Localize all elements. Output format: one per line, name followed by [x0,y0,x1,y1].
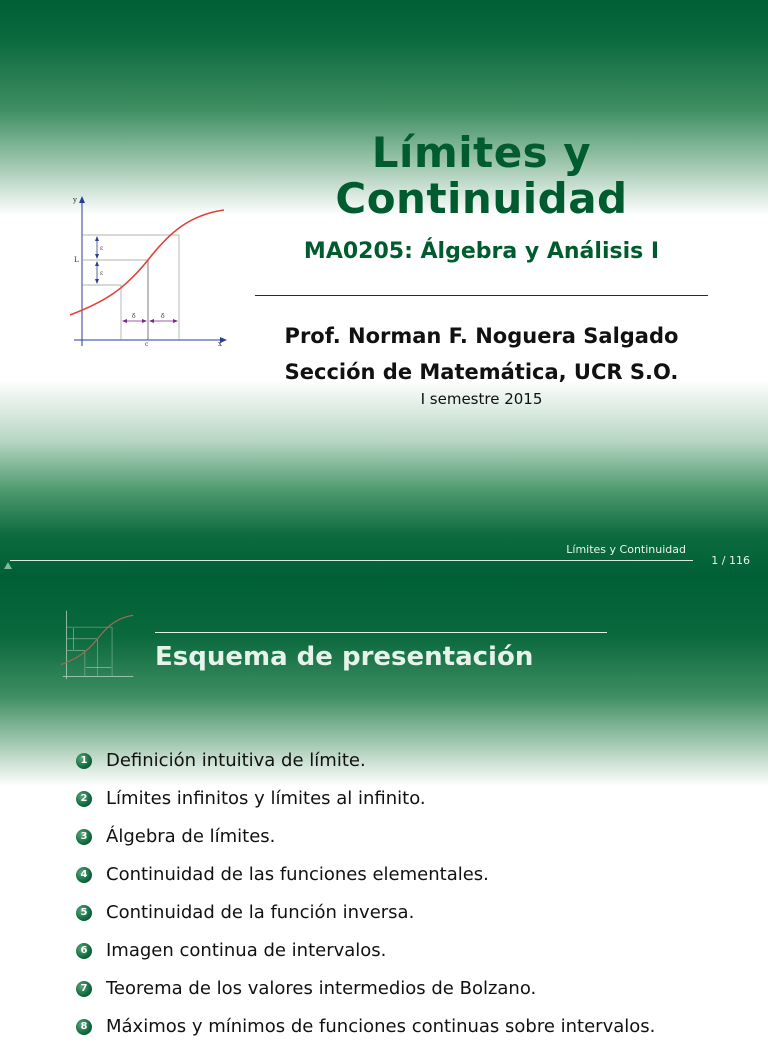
section-title: Esquema de presentación [155,642,534,672]
x-axis-label: x [218,340,222,348]
list-item-text: Definición intuitiva de límite. [106,750,366,771]
list-item[interactable] [76,1008,655,1046]
list-item-text: Imagen continua de intervalos. [106,940,387,961]
numbered-circle-icon: 2 [76,791,92,807]
outline-slide [0,576,768,1037]
list-item[interactable] [76,742,655,780]
list-item[interactable] [76,970,655,1008]
page-number: 1 / 116 [711,554,750,567]
limit-graph-thumbnail [58,606,138,681]
epsilon-label-lower: ε [100,270,104,277]
outline-list [76,742,655,1046]
footer-title[interactable]: Límites y Continuidad [566,543,686,556]
list-item-text: Álgebra de límites. [106,826,276,847]
epsilon-label-upper: ε [100,245,104,252]
triangle-up-icon[interactable] [4,562,12,569]
list-item[interactable] [76,780,655,818]
list-item[interactable] [76,932,655,970]
limit-graph-figure [64,190,234,350]
numbered-circle-icon: 5 [76,905,92,921]
list-item-text: Continuidad de las funciones elementales. [106,864,489,885]
function-curve [70,210,224,315]
limit-label: L [74,256,79,264]
list-item[interactable] [76,894,655,932]
semester-date: I semestre 2015 [420,390,543,408]
numbered-circle-icon: 8 [76,1019,92,1035]
y-axis-label: y [73,196,77,204]
header-divider [155,632,607,633]
numbered-circle-icon: 3 [76,829,92,845]
list-item-text: Continuidad de la función inversa. [106,902,415,923]
list-item-text: Máximos y mínimos de funciones continuas sobre intervalos. [106,1016,656,1037]
numbered-circle-icon: 7 [76,981,92,997]
author-name: Prof. Norman F. Noguera Salgado [284,324,679,348]
course-subtitle: MA0205: Álgebra y Análisis I [303,239,660,264]
title-divider [255,295,708,296]
delta-label-right: δ [161,313,165,320]
list-item-text: Límites infinitos y límites al infinito. [106,788,426,809]
title-line-2: Continuidad [335,174,628,223]
point-c-label: c [145,341,149,348]
numbered-circle-icon: 1 [76,753,92,769]
list-item-text: Teorema de los valores intermedios de Bolzano. [106,978,537,999]
author-block [255,318,708,390]
list-item[interactable] [76,856,655,894]
footer-divider [10,560,693,561]
slide-title [255,130,708,222]
list-item[interactable] [76,818,655,856]
numbered-circle-icon: 4 [76,867,92,883]
title-line-1: Límites y [371,128,592,177]
numbered-circle-icon: 6 [76,943,92,959]
institution-name: Sección de Matemática, UCR S.O. [284,360,679,384]
delta-label-left: δ [132,313,136,320]
